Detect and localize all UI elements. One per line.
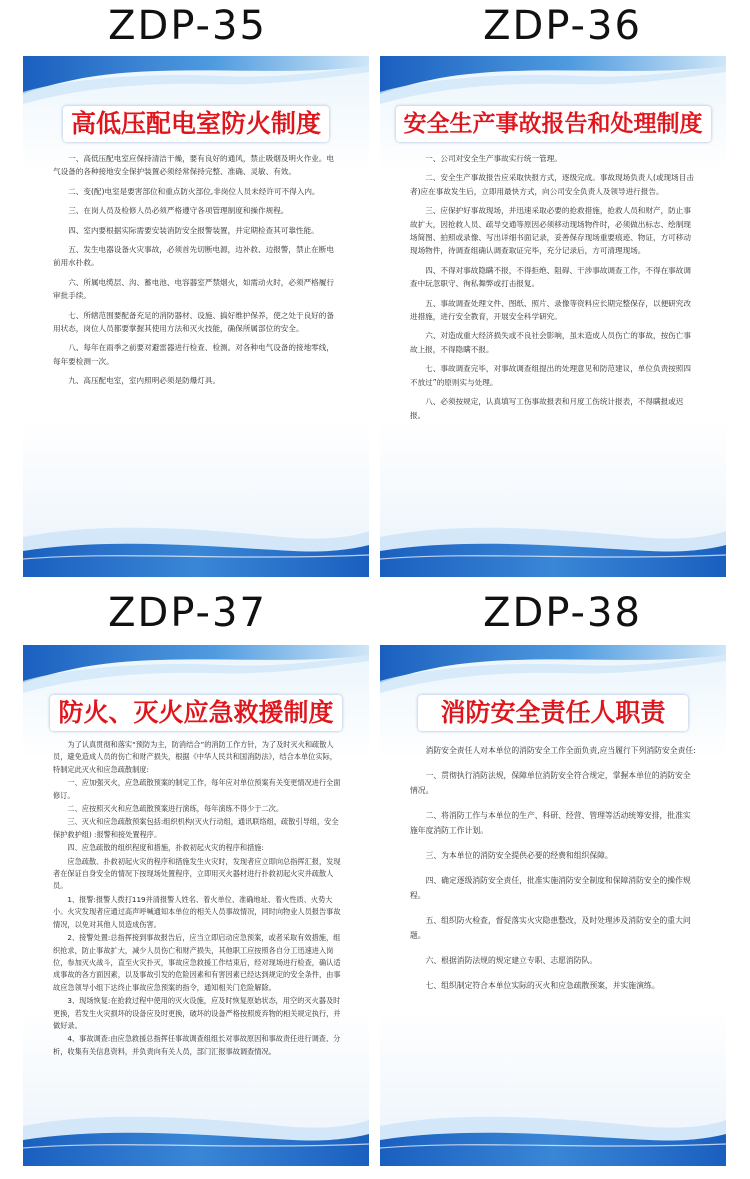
paragraph: 三、为本单位的消防安全提供必要的经费和组织保障。 xyxy=(425,851,613,860)
paragraph: 二、将消防工作与本单位的生产、科研、经营、管理等活动统筹安排，批准实施年度消防工作计划。 xyxy=(410,811,691,835)
paragraph: 九、高压配电室，室内照明必须是防爆灯具。 xyxy=(68,376,221,386)
panel-code-zdp-37: ZDP-37 xyxy=(108,590,267,636)
paragraph: 三、在岗人员及检修人员必须严格遵守各项管理制度和操作规程。 xyxy=(68,206,289,216)
bottom-wave-decoration xyxy=(380,1096,726,1166)
bottom-wave-decoration xyxy=(23,1096,369,1166)
sign-board-1 xyxy=(23,56,369,577)
board-body-4 xyxy=(410,743,698,1003)
paragraph: 1、报警:报警人拨打119并清报警人姓名、着火单位、准确地址、着火性质、火势大小。火灾发现者应通过高声呼喊通知本单位的相关人员事故情况，同时向物业人员报告事故情况，以免对其他人员造成伤害。 xyxy=(53,894,341,929)
paragraph: 三、应保护好事故现场，并迅速采取必要的抢救措施，抢救人员和财产，防止事故扩大，因抢救人员、疏导交通等原因必须移动现场物件时，必须做出标志、绘制现场简图、拍照或录像、写出详细书面记录，妥善保存现场重要痕迹、物证，方可移动现场物件，待调查组确认调查取证完毕，充分记录后，方可清理现场。 xyxy=(410,206,691,256)
bottom-wave-decoration xyxy=(380,507,726,577)
bottom-wave-decoration xyxy=(23,507,369,577)
paragraph: 三、灭火和应急疏散预案包括:组织机构(灭火行动组，通讯联络组，疏散引导组，安全保护救护组) :报警和接处置程序。 xyxy=(53,817,339,839)
panel-code-zdp-36: ZDP-36 xyxy=(483,3,642,49)
paragraph: 一、高低压配电室应保持清洁干燥，要有良好的通风，禁止吸烟及明火作业。电气设备的各种接地安全保护装置必须经常保持完整、准确、灵敏、有效。 xyxy=(53,154,334,177)
board-title-1: 高低压配电室防火制度 xyxy=(70,109,321,138)
paragraph: 六、对造成重大经济损失或不良社会影响，虽未造成人员伤亡的事故，按伤亡事故上报，不得隐瞒不报。 xyxy=(410,331,691,354)
paragraph: 八、每年在雨季之前要对避雷器进行检查、检测。对各种电气设备的接地零线，每年要检测一次。 xyxy=(53,343,334,366)
paragraph: 七、所辖范围要配备充足的消防器材、设施、搞好维护保养，使之处于良好的备用状态，岗位人员都要掌握其使用方法和灭火技能，确保所属部位的安全。 xyxy=(53,310,334,334)
paragraph: 六、根据消防法规的规定建立专职、志愿消防队。 xyxy=(425,956,598,965)
paragraph: 3、现场恢复:在抢救过程中使用的灭火设施，应及时恢复原始状态，用空的灭火器及时更换，若发生火灾损坏的设备应及时更换，破坏的设备严格按照废弃物的相关规定执行，并做好录。 xyxy=(53,996,341,1030)
paragraph: 一、应加强灭火，应急疏散预案的制定工作，每年应对单位预案有关变更情况进行全面修订。 xyxy=(53,778,341,800)
paragraph: 七、事故调查完毕，对事故调查组提出的处理意见和防范建议，单位负责按照四不放过”的原则实与处理。 xyxy=(410,364,691,387)
panel-code-zdp-35: ZDP-35 xyxy=(108,3,267,49)
paragraph: 五、发生电器设备火灾事故，必须首先切断电源，边补救、边报警，禁止在断电前用水扑救。 xyxy=(53,245,334,268)
paragraph: 五、组织防火检查，督促落实火灾隐患整改，及时处理涉及消防安全的重大问题。 xyxy=(410,916,691,940)
board-body-3 xyxy=(53,739,341,1059)
board-title-3: 防火、灭火应急救援制度 xyxy=(58,698,334,727)
paragraph: 五、事故调查处理文件、图纸、照片、录像等资料应长期完整保存，以便研究改进措施，进行安全教育，开展安全科学研究。 xyxy=(410,298,691,322)
paragraph: 2、接警处置:总指挥接到事故报告后，应当立即启动应急预案，或者采取有效措施，组织抢求，防止事故扩大，减少人员伤亡和财产损失，其他职工应按照各自分工迅速进入岗位，参加灭火战斗，直至火灾扑灭，事故应急救援工作结束后，经对现场进行检查，确认适成事故的各方面因素，以及事故引发的危险因素和有害因素已经达到规定的安全条件，由事故应急领导小组下达终止事故应急预案的指令，通知相关门危险解除。 xyxy=(53,933,341,992)
panel-code-zdp-38: ZDP-38 xyxy=(483,590,642,636)
sign-board-3 xyxy=(23,645,369,1166)
paragraph: 八、必须按规定，认真填写工伤事故报表和月度工伤统计报表，不得瞒报或迟报。 xyxy=(410,397,684,420)
paragraph: 二、安全生产事故报告应采取快报方式，逐级完成。事故现场负责人(或现场目击者)应在事故发生后，立即用最快方式，向公司安全负责人及领导进行报告。 xyxy=(410,173,694,196)
paragraph: 一、公司对安全生产事故实行统一管理。 xyxy=(425,154,562,163)
paragraph: 一、贯彻执行消防法规，保障单位消防安全符合规定，掌握本单位的消防安全情况。 xyxy=(410,771,691,795)
paragraph: 消防安全责任人对本单位的消防安全工作全面负责,应当履行下列消防安全责任: xyxy=(425,746,696,755)
sign-board-2 xyxy=(380,56,726,577)
paragraph: 4、事故调查:由应急救援总指挥任事故调查组组长对事故原因和事故责任进行调查、分析，收集有关信息资料，并负责向有关人员，部门汇报事故调查情况。 xyxy=(53,1034,341,1056)
board-body-1 xyxy=(53,152,341,394)
paragraph: 应急疏散、扑救初起火灾的程序和措施发生火灾时，发现者应立即向总指挥汇报，发现者在保证自身安全的情况下按现场处置程序，立即用灭火器材进行扑救初起火灾并疏散人员。 xyxy=(53,856,341,891)
paragraph: 为了认真贯彻和落实“预防为主，防消结合”的消防工作方针，为了及时灭火和疏散人员，避免造成人员的伤亡和财产损失，根据《中华人民共和国消防法》，结合本单位实际，特制定此灭火和应急疏散制度: xyxy=(53,740,337,774)
paragraph: 七、组织制定符合本单位实际的灭火和应急疏散预案，并实施演练。 xyxy=(425,981,660,990)
paragraph: 四、应急疏散的组织程度和措施，扑救初起火灾的程序和措施: xyxy=(67,843,264,853)
paragraph: 六、所属电缆层、沟、蓄电池、电容器室严禁烟火，如需动火时，必须严格履行审批手续。 xyxy=(53,277,334,301)
board-body-2 xyxy=(410,152,698,428)
board-title-2: 安全生产事故报告和处理制度 xyxy=(403,111,703,137)
paragraph: 二、应按照灭火和应急疏散预案进行演练，每年演练不得少于二次。 xyxy=(67,804,284,814)
sign-board-4 xyxy=(380,645,726,1166)
board-title-4: 消防安全责任人职责 xyxy=(440,698,666,727)
paragraph: 二、变(配)电室是要害部位和重点防火部位,非岗位人员未经许可不得入内。 xyxy=(68,186,320,196)
paragraph: 四、不得对事故隐瞒不报，不得拒绝、阻碍、干涉事故调查工作，不得在事故调查中玩忽职守、徇私舞弊或打击报复。 xyxy=(410,265,691,289)
paragraph: 四、室内要根据实际需要安装消防安全报警装置，并定期检查其可靠性能。 xyxy=(68,225,319,235)
paragraph: 四、确定逐级消防安全责任，批准实施消防安全制度和保障消防安全的操作规程。 xyxy=(410,876,691,900)
